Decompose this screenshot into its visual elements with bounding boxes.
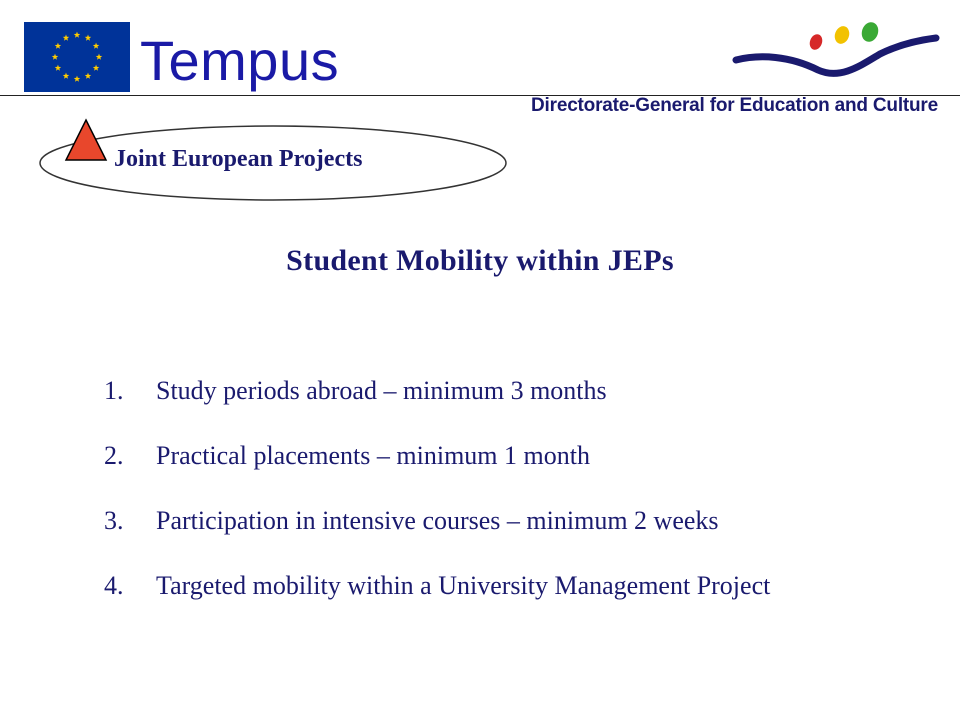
item-text: Targeted mobility within a University Management Project [156,571,771,600]
list-item [104,372,904,419]
red-triangle-icon [64,118,108,162]
item-number: 3. [104,506,124,535]
item-number: 1. [104,376,124,405]
program-title: Tempus [140,29,340,92]
slide-title: Student Mobility within JEPs [286,244,674,277]
mobility-list [104,372,904,632]
section-label: Joint European Projects [114,146,363,172]
dg-education-culture-logo [730,18,940,88]
list-item [104,437,904,484]
list-item [104,502,904,549]
item-text: Participation in intensive courses – minimum 2 weeks [156,506,719,535]
eu-flag-icon [24,22,130,92]
list-item [104,567,904,614]
item-text: Study periods abroad – minimum 3 months [156,376,607,405]
item-number: 4. [104,571,124,600]
item-number: 2. [104,441,124,470]
directorate-name: Directorate-General for Education and Culture [531,95,938,116]
item-text: Practical placements – minimum 1 month [156,441,590,470]
